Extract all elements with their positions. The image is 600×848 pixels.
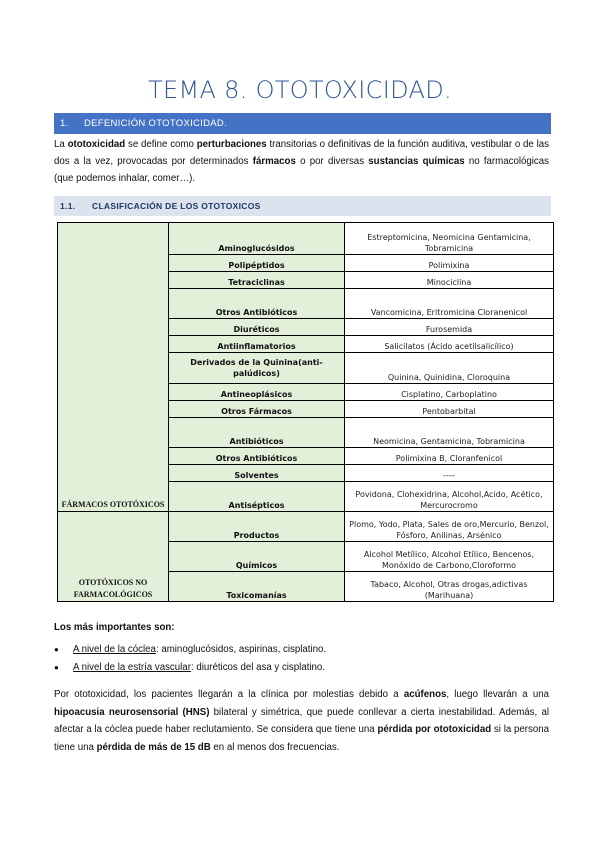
category-pharmacological: FÁRMACOS OTOTÓXICOS: [58, 223, 169, 512]
text-run: bilateral y simétrica, que puede conllevar a cierta inestabilidad. Además, al afectar a la cóclea puede haber reclutamiento. Se considera que tiene una: [54, 706, 549, 735]
drug-group: Diuréticos: [169, 319, 345, 336]
drug-group: Polipéptidos: [169, 255, 345, 272]
drug-examples: Polimixina B, Cloranfenicol: [345, 448, 554, 465]
bold-term: pérdida por ototoxicidad: [377, 724, 492, 735]
definition-paragraph: [54, 137, 549, 187]
drug-examples: Plomo, Yodo, Plata, Sales de oro,Mercurio, Benzol, Fósforo, Anilinas, Arsénico: [345, 512, 554, 542]
drug-examples: Quinina, Quinidina, Cloroquina: [345, 353, 554, 384]
drug-group: Aminoglucósidos: [169, 223, 345, 255]
drug-examples: Minociclina: [345, 272, 554, 289]
drug-group: Otros Fármacos: [169, 401, 345, 418]
text-run: no farmacológicas (que podemos inhalar, comer…).: [54, 155, 549, 184]
text-run: si la persona tiene una: [54, 724, 550, 753]
drug-group: Químicos: [169, 542, 345, 572]
drug-examples: Salicilatos (Ácido acetilsalicílico): [345, 336, 554, 353]
subsection-label: CLASIFICACIÓN DE LOS OTOTOXICOS: [92, 201, 261, 211]
bullet-icon: ●: [54, 645, 59, 654]
drug-group: Toxicomanías: [169, 572, 345, 602]
list-item: [54, 643, 326, 657]
closing-paragraph: [54, 686, 549, 756]
section-number: 1.: [60, 118, 69, 129]
drug-group: Solventes: [169, 465, 345, 482]
section-label: DEFENICIÓN OTOTOXICIDAD.: [84, 118, 228, 129]
bold-term: hipoacusia neurosensorial (HNS): [54, 706, 210, 718]
bold-term: fármacos: [252, 155, 296, 167]
bold-term: sustancias químicas: [368, 155, 465, 167]
drug-examples: Estreptomicina, Neomicina Gentamicina, Tobramicina: [345, 223, 554, 255]
list-item-text: : aminoglucósidos, aspirinas, cisplatino.: [155, 644, 327, 655]
drug-examples: Neomicina, Gentamicina, Tobramicina: [345, 418, 554, 448]
text-run: en al menos dos frecuencias.: [210, 741, 340, 753]
drug-group: Productos: [169, 512, 345, 542]
drug-examples: Vancomicina, Eritromicina Cloranenicol: [345, 289, 554, 319]
drug-group: Antineoplásicos: [169, 384, 345, 401]
page-title: TEMA 8. OTOTOXICIDAD.: [148, 76, 452, 104]
drug-examples: Povidona, Clohexidrina, Alcohol,Acido, Acético, Mercurocromo: [345, 482, 554, 512]
list-item-text: : diuréticos del asa y cisplatino.: [190, 662, 326, 673]
drug-group: Derivados de la Quinina(anti-palúdicos): [169, 353, 345, 384]
drug-examples: Cisplatino, Carboplatino: [345, 384, 554, 401]
section-heading-definition: [54, 113, 551, 134]
list-item: [54, 661, 325, 675]
ototoxic-classification-table: [57, 222, 554, 602]
bold-term: acúfenos: [403, 689, 447, 700]
drug-group: Otros Antibióticos: [169, 448, 345, 465]
list-item-label: A nivel de la estría vascular: [73, 662, 191, 673]
drug-examples: Pentobarbital: [345, 401, 554, 418]
drug-examples: Furosemida: [345, 319, 554, 336]
bold-term: ototoxicidad: [67, 139, 126, 150]
bold-term: pérdida de más de 15 dB: [96, 741, 211, 753]
list-item-label: A nivel de la cóclea: [73, 644, 156, 655]
drug-examples: Alcohol Metílico, Alcohol Etílico, Bencenos, Monóxido de Carbono,Cloroformo: [345, 542, 554, 572]
text-run: o por diversas: [295, 155, 369, 167]
category-non-pharmacological: OTOTÓXICOS NO FARMACOLÓGICOS: [58, 512, 169, 602]
bold-term: perturbaciones: [196, 139, 267, 150]
drug-group: Antibióticos: [169, 418, 345, 448]
drug-examples: ----: [345, 465, 554, 482]
text-run: , luego llevarán a una: [446, 689, 549, 700]
text-run: La: [54, 139, 68, 150]
drug-examples: Polimixina: [345, 255, 554, 272]
drug-group: Tetraciclinas: [169, 272, 345, 289]
drug-examples: Tabaco, Alcohol, Otras drogas,adictivas (Marihuana): [345, 572, 554, 602]
text-run: transitorias o definitivas de la función auditiva, vestibular o de las dos a la vez, provocadas por determinados: [54, 139, 549, 167]
text-run: Por ototoxicidad, los pacientes llegarán a la clínica por molestias debido a: [54, 689, 404, 700]
bullet-icon: ●: [54, 663, 59, 672]
drug-group: Otros Antibióticos: [169, 289, 345, 319]
text-run: se define como: [125, 139, 197, 150]
subsection-heading-classification: [54, 196, 551, 216]
drug-group: Antisépticos: [169, 482, 345, 512]
drug-group: Antiinflamatorios: [169, 336, 345, 353]
subsection-number: 1.1.: [60, 201, 76, 211]
important-heading: Los más importantes son:: [54, 622, 175, 633]
